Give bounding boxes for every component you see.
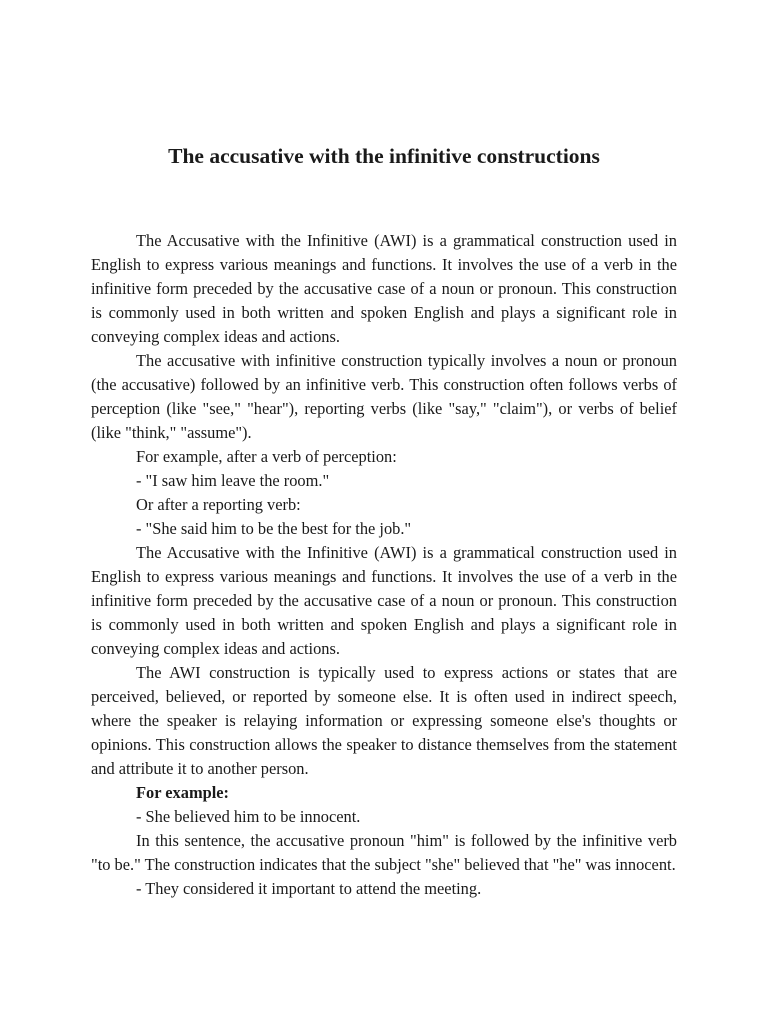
- paragraph-example-reporting-intro: Or after a reporting verb:: [136, 495, 301, 514]
- paragraph-for-example-heading: For example:: [136, 783, 230, 802]
- paragraph-awi-usage: The AWI construction is typically used to express actions or states that are perceived, believed, or reported by someone else. It is often used in indirect speech, where the speaker is relaying information or expressing someone else's thoughts or opinions. This construction allows the speaker to distance themselves from the statement and attribute it to another person.: [91, 663, 677, 778]
- paragraph-awi-structure: The accusative with infinitive construction typically involves a noun or pronoun (the accusative) followed by an infinitive verb. This construction often follows verbs of perception (like "see," "hear"), reporting verbs (like "say," "claim"), or verbs of belief (like "think," "assume").: [91, 351, 677, 442]
- paragraph-example-belief-explanation: In this sentence, the accusative pronoun "him" is followed by the infinitive verb "to be." The construction indicates that the subject "she" believed that "he" was innocent.: [91, 831, 677, 874]
- paragraph-awi-definition: The Accusative with the Infinitive (AWI) is a grammatical construction used in English to express various meanings and functions. It involves the use of a verb in the infinitive form preceded by the accusative case of a noun or pronoun. This construction is commonly used in both written and spoken English and plays a significant role in conveying complex ideas and actions.: [91, 231, 677, 346]
- paragraph-example-perception-intro: For example, after a verb of perception:: [136, 447, 397, 466]
- document-body: [91, 229, 677, 901]
- paragraph-example-perception: - "I saw him leave the room.": [136, 471, 330, 490]
- paragraph-example-reporting: - "She said him to be the best for the job.": [136, 519, 412, 538]
- page-title: The accusative with the infinitive constructions: [168, 144, 600, 168]
- paragraph-awi-definition-repeat: The Accusative with the Infinitive (AWI) is a grammatical construction used in English to express various meanings and functions. It involves the use of a verb in the infinitive form preceded by the accusative case of a noun or pronoun. This construction is commonly used in both written and spoken English and plays a significant role in conveying complex ideas and actions.: [91, 543, 677, 658]
- paragraph-example-consider: - They considered it important to attend the meeting.: [136, 879, 482, 898]
- paragraph-example-belief: - She believed him to be innocent.: [136, 807, 361, 826]
